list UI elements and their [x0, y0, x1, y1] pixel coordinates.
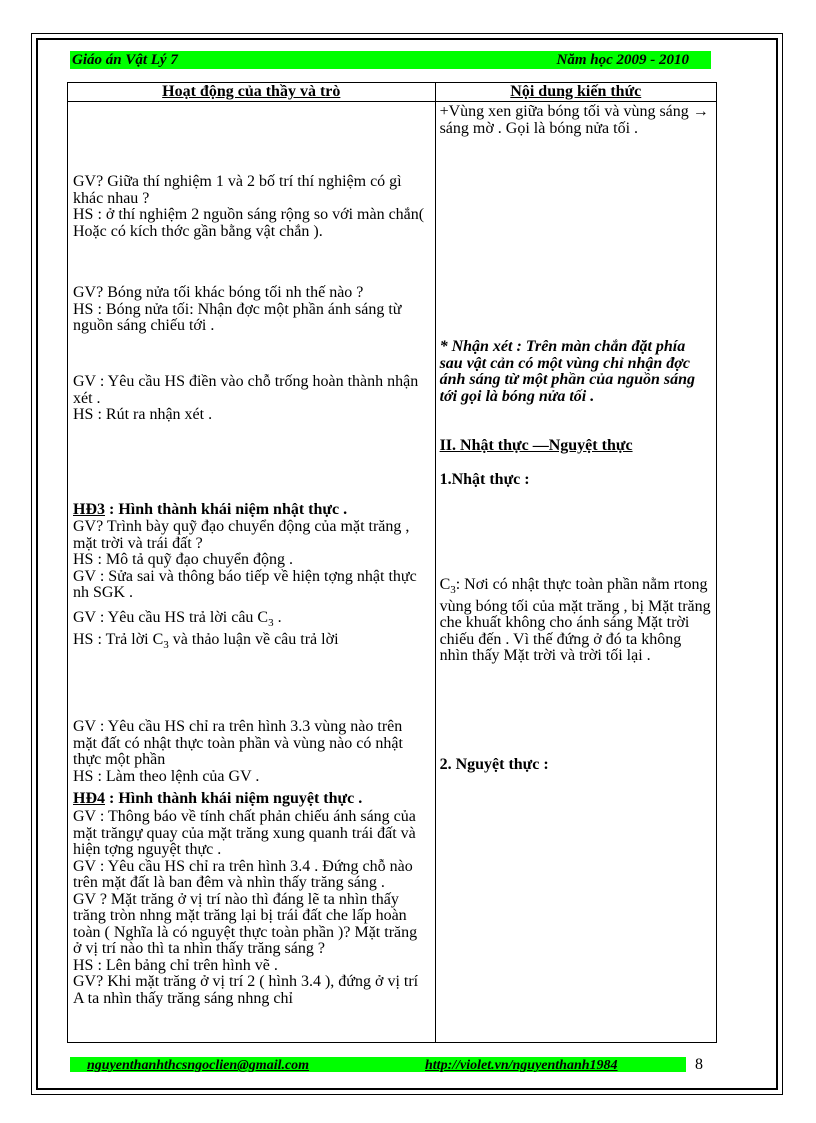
page-footer: [70, 1057, 686, 1072]
section-heading-eclipse: II. Nhật thực —Nguyệt thực: [439, 437, 633, 454]
page-number: 8: [695, 1056, 703, 1073]
heading-hd3: [73, 502, 429, 519]
left-paragraph-7: GV : Thông báo về tính chất phản chiếu ánh sáng của mặt trăngự quay của mặt trăng xung quanh trái đất và hiện tợng nguyệt thực . GV : Yêu cầu HS chỉ ra trên hình 3.4 . Đứng chỗ nào trên mặt đất là ban đêm và nhìn thấy trăng sáng . GV ? Mặt trăng ở vị trí nào thì đáng lẽ ta nhìn thấy trăng tròn nhng mặt trăng lại bị trái đất che lấp hoàn toàn ( Nghĩa là có nguyệt thực toàn phần )? Mặt trăng ở vị trí nào thì ta nhìn thấy trăng sáng ? HS : Lên bảng chỉ trên hình vẽ . GV? Khi mặt trăng ở vị trí 2 ( hình 3.4 ), đứng ở vị trí A ta nhìn thấy trăng sáng nhng chỉ: [73, 808, 419, 1007]
column-header-content: Nội dung kiến thức: [435, 83, 716, 102]
heading-hd4-title: : Hình thành khái niệm nguyệt thực .: [105, 790, 363, 807]
subscript-3b: 3: [163, 638, 169, 651]
left-paragraph-6: GV : Yêu cầu HS chỉ ra trên hình 3.3 vùng nào trên mặt đất có nhật thực toàn phần và vùng nào có nhật thực một phần HS : Làm theo lệnh của GV .: [73, 718, 403, 785]
lunar-eclipse-heading: 2. Nguyệt thực :: [439, 756, 549, 773]
observation-note: * Nhận xét : Trên màn chắn đặt phía sau vật cản có một vùng chỉ nhận đợc ánh sáng từ một phần của nguồn sáng tới gọi là bóng nửa tối .: [439, 338, 696, 405]
c3-subscript: 3: [450, 584, 456, 597]
left-paragraph-3: GV : Yêu cầu HS điền vào chỗ trống hoàn thành nhận xét . HS : Rút ra nhận xét .: [73, 373, 419, 423]
question-c3-text: GV : Yêu cầu HS trả lời câu C: [73, 609, 269, 626]
footer-email-link[interactable]: nguyenthanhthcsngoclien@gmail.com: [87, 1058, 310, 1073]
header-school-year: Năm học 2009 - 2010: [556, 52, 689, 68]
left-paragraph-5: GV : Yêu cầu HS trả lời câu $C_3$ . HS : Trả lời $C_3$ và thảo luận về câu trả lời: [73, 609, 339, 651]
left-paragraph-4: GV? Trình bày quỹ đạo chuyển động của mặt trăng , mặt trời và trái đất ? HS : Mô tả quỹ đạo chuyển động . GV : Sửa sai và thông báo tiếp về hiện tợng nhật thực nh SGK .: [73, 518, 417, 601]
left-paragraph-1: GV? Giữa thí nghiệm 1 và 2 bố trí thí nghiệm có gì khác nhau ? HS : ở thí nghiệm 2 nguồn sáng rộng so với màn chắn( Hoặc có kích thớc gần bằng vật chắn ).: [73, 173, 425, 240]
content-cell: [435, 102, 716, 1043]
page-header: [70, 51, 711, 69]
shadow-note-part2: sáng mờ . Gọi là bóng nửa tối .: [439, 119, 639, 137]
c3-answer-text: : Nơi có nhật thực toàn phần nằm rtong vùng bóng tối của mặt trăng , bị Mặt trăng che khuất không cho ánh sáng Mặt trời chiếu đến . Vì thế đứng ở đó ta không nhìn thấy Mặt trời và trời tối lại .: [439, 576, 711, 665]
activities-cell: [68, 102, 436, 1043]
left-paragraph-2: GV? Bóng nửa tối khác bóng tối nh thế nào ? HS : Bóng nửa tối: Nhận đợc một phần ánh sáng từ nguồn sáng chiếu tới .: [73, 284, 402, 334]
subscript-3: 3: [268, 617, 274, 630]
solar-eclipse-heading: 1.Nhật thực :: [439, 471, 530, 488]
answer-c3-text: HS : Trả lời C: [73, 630, 164, 648]
heading-hd3-title: : Hình thành khái niệm nhật thực .: [105, 501, 348, 518]
heading-hd4-code: HĐ4: [73, 790, 105, 807]
lesson-table: [67, 82, 717, 1043]
heading-hd3-code: HĐ3: [73, 501, 105, 518]
column-header-activities: Hoạt động của thầy và trò: [68, 83, 436, 102]
header-subject: Giáo án Vật Lý 7: [72, 52, 178, 68]
heading-hd4: [73, 791, 429, 808]
c3-label: C: [439, 576, 451, 593]
shadow-note-part1: +Vùng xen giữa bóng tối và vùng sáng: [439, 103, 693, 120]
arrow-right-icon: →: [692, 103, 709, 120]
footer-website-link[interactable]: http://violet.vn/nguyenthanh1984: [425, 1058, 618, 1073]
answer-c3-discuss: và thảo luận về câu trả lời: [168, 630, 339, 648]
right-shadow-note: [440, 104, 712, 137]
c3-answer: [440, 577, 712, 665]
